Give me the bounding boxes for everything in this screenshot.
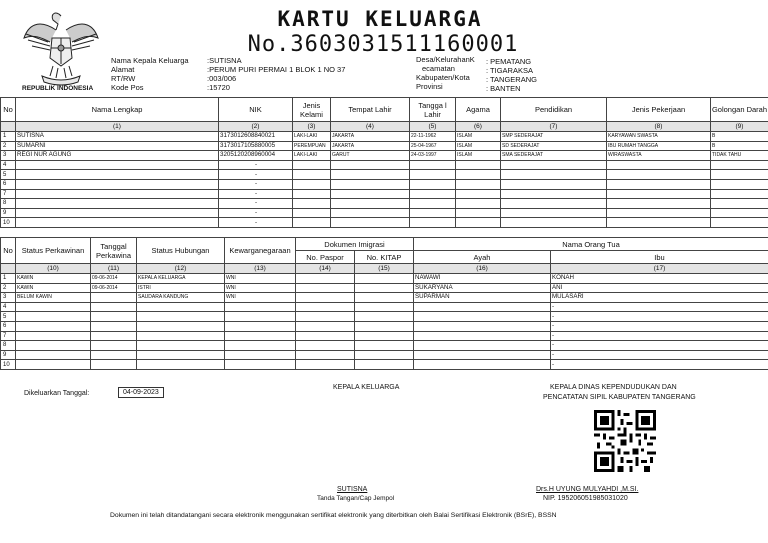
col-number-15: (15) (355, 264, 414, 274)
table2-number-row (1, 264, 768, 274)
col-header-dokumen-imigrasi: Dokumen Imigrasi (296, 238, 414, 251)
col-header-status-kawin: Status Perkawinan (16, 238, 91, 264)
garuda-emblem (20, 8, 102, 94)
passport-no (296, 331, 355, 341)
member-religion (456, 179, 501, 189)
col-header-pekerjaan: Jenis Pekerjaan (607, 98, 711, 122)
col-number-5: (5) (410, 122, 456, 132)
father-name: SUPARMAN (414, 293, 551, 303)
member-gender (293, 208, 331, 218)
kitap-no (355, 312, 414, 322)
head-info-values (207, 56, 345, 92)
member-bloodtype: B (711, 132, 768, 142)
region-label-desa: Desa/KelurahanK (416, 55, 475, 64)
member-occupation (607, 189, 711, 199)
table-row (1, 283, 768, 293)
table-row (1, 199, 768, 209)
col-number-11: (11) (91, 264, 137, 274)
family-relation (137, 341, 225, 351)
col-number-blank (1, 122, 16, 132)
member-nik: - (219, 199, 293, 209)
member-bloodtype (711, 208, 768, 218)
table-row (1, 331, 768, 341)
issued-label: Dikeluarkan Tanggal: (24, 390, 90, 397)
member-education: SMP SEDERAJAT (501, 132, 607, 142)
col-number-9: (9) (711, 122, 768, 132)
member-bloodtype (711, 199, 768, 209)
mother-name: - (551, 331, 768, 341)
col-header-ibu: Ibu (551, 251, 768, 264)
info-value-alamat: :PERUM PURI PERMAI 1 BLOK 1 NO 37 (207, 65, 346, 74)
member-nik: - (219, 208, 293, 218)
citizenship (225, 331, 296, 341)
mother-name: MULASARI (551, 293, 768, 303)
col-number-17: (17) (551, 264, 768, 274)
member-education (501, 160, 607, 170)
member-education (501, 189, 607, 199)
col-number-8: (8) (607, 122, 711, 132)
citizenship (225, 312, 296, 322)
passport-no (296, 293, 355, 303)
row-number: 5 (1, 170, 16, 180)
info-value-rtrw: :003/006 (207, 74, 237, 83)
member-nik: - (219, 160, 293, 170)
member-birthplace (331, 170, 410, 180)
member-nik: - (219, 179, 293, 189)
marriage-date: 09-06-2014 (91, 274, 137, 284)
member-occupation (607, 208, 711, 218)
emblem-caption: REPUBLIK INDONESIA (22, 85, 94, 92)
member-name (16, 189, 219, 199)
col-header-nama-orang-tua: Nama Orang Tua (414, 238, 768, 251)
kitap-no (355, 360, 414, 370)
family-head-caption: Tanda Tangan/Cap Jempol (317, 495, 395, 502)
member-birthdate (410, 179, 456, 189)
family-head-title: KEPALA KELUARGA (333, 384, 400, 391)
col-number-16: (16) (414, 264, 551, 274)
member-name: REGI NUR AGUNG (16, 151, 219, 161)
info-label-kodepos: Kode Pos (111, 83, 144, 92)
row-number: 7 (1, 189, 16, 199)
row-number: 2 (1, 141, 16, 151)
citizenship: WNI (225, 274, 296, 284)
marriage-date (91, 293, 137, 303)
member-gender: LAKI-LAKI (293, 132, 331, 142)
marital-status: KAWIN (16, 274, 91, 284)
region-label-kecamatan: ecamatan (422, 64, 455, 73)
member-religion: ISLAM (456, 141, 501, 151)
citizenship (225, 341, 296, 351)
member-name (16, 160, 219, 170)
member-gender (293, 218, 331, 228)
member-bloodtype (711, 170, 768, 180)
member-birthdate (410, 160, 456, 170)
member-education: SMA SEDERAJAT (501, 151, 607, 161)
marriage-date (91, 312, 137, 322)
member-name: SUMARNI (16, 141, 219, 151)
member-religion (456, 218, 501, 228)
marriage-date (91, 302, 137, 312)
col-number-12: (12) (137, 264, 225, 274)
member-gender (293, 160, 331, 170)
col-header-paspor: No. Paspor (296, 251, 355, 264)
row-number: 6 (1, 321, 16, 331)
row-number: 7 (1, 331, 16, 341)
passport-no (296, 302, 355, 312)
member-bloodtype (711, 189, 768, 199)
member-birthdate: 25-04-1967 (410, 141, 456, 151)
marital-status (16, 350, 91, 360)
family-status-table (0, 237, 768, 370)
mother-name: - (551, 360, 768, 370)
member-birthdate (410, 208, 456, 218)
col-number-blank (1, 264, 16, 274)
father-name (414, 350, 551, 360)
member-bloodtype (711, 160, 768, 170)
member-education: SD SEDERAJAT (501, 141, 607, 151)
member-education (501, 179, 607, 189)
member-occupation (607, 179, 711, 189)
col-number-7: (7) (501, 122, 607, 132)
member-birthdate (410, 199, 456, 209)
marital-status (16, 321, 91, 331)
passport-no (296, 312, 355, 322)
mother-name: - (551, 341, 768, 351)
family-relation (137, 360, 225, 370)
member-name (16, 170, 219, 180)
member-name (16, 218, 219, 228)
qr-code-icon (594, 410, 656, 472)
family-relation: SAUDARA KANDUNG (137, 293, 225, 303)
row-number: 6 (1, 179, 16, 189)
member-birthplace: JAKARTA (331, 132, 410, 142)
member-birthplace (331, 160, 410, 170)
mother-name: - (551, 312, 768, 322)
table-row (1, 132, 768, 142)
father-name (414, 312, 551, 322)
col-header-tgl-kawin: Tanggal Perkawina (91, 238, 137, 264)
family-relation: ISTRI (137, 283, 225, 293)
row-number: 9 (1, 350, 16, 360)
member-occupation: KARYAWAN SWASTA (607, 132, 711, 142)
region-label-provinsi: Provinsi (416, 82, 443, 91)
citizenship: WNI (225, 293, 296, 303)
col-header-tgl: Tangga l Lahir (410, 98, 456, 122)
row-number: 10 (1, 360, 16, 370)
member-religion: ISLAM (456, 151, 501, 161)
member-bloodtype: B (711, 141, 768, 151)
mother-name: - (551, 321, 768, 331)
col-header-nama: Nama Lengkap (16, 98, 219, 122)
member-birthdate: 24-03-1997 (410, 151, 456, 161)
member-nik: - (219, 189, 293, 199)
member-name (16, 208, 219, 218)
table-row (1, 151, 768, 161)
info-value-kodepos: :15720 (207, 83, 230, 92)
father-name (414, 360, 551, 370)
citizenship (225, 350, 296, 360)
member-religion (456, 170, 501, 180)
col-number-14: (14) (296, 264, 355, 274)
member-birthdate: 22-11-1962 (410, 132, 456, 142)
kitap-no (355, 331, 414, 341)
table-row (1, 293, 768, 303)
mother-name: - (551, 302, 768, 312)
col-number-3: (3) (293, 122, 331, 132)
table-row (1, 274, 768, 284)
marriage-date (91, 360, 137, 370)
table-row (1, 170, 768, 180)
table-row (1, 302, 768, 312)
family-members-table (0, 97, 768, 228)
member-occupation: IBU RUMAH TANGGA (607, 141, 711, 151)
info-label-alamat: Alamat (111, 65, 135, 74)
col-header-nik: NIK (219, 98, 293, 122)
row-number: 2 (1, 283, 16, 293)
table-row (1, 350, 768, 360)
member-religion (456, 199, 501, 209)
row-number: 3 (1, 151, 16, 161)
family-relation (137, 350, 225, 360)
marital-status: KAWIN (16, 283, 91, 293)
family-relation (137, 331, 225, 341)
member-gender (293, 179, 331, 189)
col-header-jk: Jenis Kelami (293, 98, 331, 122)
family-relation (137, 302, 225, 312)
member-birthdate (410, 218, 456, 228)
member-education (501, 208, 607, 218)
family-relation (137, 321, 225, 331)
col-header-pendidikan: Pendidikan (501, 98, 607, 122)
member-education (501, 218, 607, 228)
table-row (1, 360, 768, 370)
region-value-kabupaten: : TIGARAKSA (486, 66, 533, 75)
table-row (1, 312, 768, 322)
table-row (1, 141, 768, 151)
col-header-no: No (1, 98, 16, 122)
head-info-labels (111, 56, 189, 92)
col-header-kitap: No. KITAP (355, 251, 414, 264)
kitap-no (355, 293, 414, 303)
family-relation: KEPALA KELUARGA (137, 274, 225, 284)
col-header-tempat: Tempat Lahir (331, 98, 410, 122)
row-number: 5 (1, 312, 16, 322)
table1-number-row (1, 122, 768, 132)
member-occupation: WIRASWASTA (607, 151, 711, 161)
table-row (1, 341, 768, 351)
citizenship (225, 360, 296, 370)
father-name: NAWAWI (414, 274, 551, 284)
member-gender (293, 170, 331, 180)
table-row (1, 321, 768, 331)
kitap-no (355, 321, 414, 331)
row-number: 8 (1, 341, 16, 351)
col-header-agama: Agama (456, 98, 501, 122)
col-header-no: No (1, 238, 16, 264)
member-name (16, 179, 219, 189)
official-nip: NIP. 195206051985031020 (543, 495, 628, 502)
garuda-emblem-icon (20, 8, 102, 88)
table-row (1, 218, 768, 228)
father-name (414, 321, 551, 331)
marriage-date (91, 350, 137, 360)
member-nik: - (219, 170, 293, 180)
row-number: 4 (1, 160, 16, 170)
member-birthplace (331, 218, 410, 228)
region-info-values (486, 57, 537, 93)
family-head-name: SUTISNA (337, 486, 368, 493)
region-value-desa: : PEMATANG (486, 57, 532, 66)
table2-header-row-1 (1, 238, 768, 251)
citizenship (225, 321, 296, 331)
table-row (1, 179, 768, 189)
passport-no (296, 283, 355, 293)
table-row (1, 189, 768, 199)
row-number: 8 (1, 199, 16, 209)
passport-no (296, 360, 355, 370)
official-title-line2: PENCATATAN SIPIL KABUPATEN TANGERANG (543, 394, 696, 401)
region-value-extra: : BANTEN (486, 84, 521, 93)
official-title-line1: KEPALA DINAS KEPENDUDUKAN DAN (550, 384, 677, 391)
region-info-labels (416, 55, 475, 91)
member-gender (293, 189, 331, 199)
col-number-1: (1) (16, 122, 219, 132)
marital-status: BELUM KAWIN (16, 293, 91, 303)
member-nik: - (219, 218, 293, 228)
row-number: 4 (1, 302, 16, 312)
member-birthplace (331, 189, 410, 199)
marriage-date (91, 321, 137, 331)
electronic-signature-disclaimer: Dokumen ini telah ditandatangani secara elektronik menggunakan sertifikat elektronik yang diterbitkan oleh Balai Sertifikasi Elektronik (BSrE), BSSN (110, 512, 557, 519)
info-value-nama: :SUTISNA (207, 56, 242, 65)
member-birthplace: GARUT (331, 151, 410, 161)
mother-name: - (551, 350, 768, 360)
info-label-rtrw: RT/RW (111, 74, 136, 83)
mother-name: KONAH (551, 274, 768, 284)
member-nik: 3173017105880005 (219, 141, 293, 151)
col-number-2: (2) (219, 122, 293, 132)
member-religion (456, 208, 501, 218)
region-value-provinsi: : TANGERANG (486, 75, 537, 84)
member-birthplace (331, 199, 410, 209)
region-label-kabupaten: Kabupaten/Kota (416, 73, 470, 82)
member-nik: 3205120208960004 (219, 151, 293, 161)
member-name (16, 199, 219, 209)
col-number-4: (4) (331, 122, 410, 132)
col-number-10: (10) (16, 264, 91, 274)
document-title: KARTU KELUARGA (277, 7, 483, 31)
member-occupation (607, 218, 711, 228)
member-religion (456, 189, 501, 199)
member-gender: LAKI-LAKI (293, 151, 331, 161)
col-header-hubungan: Status Hubungan (137, 238, 225, 264)
father-name: SUKARYANA (414, 283, 551, 293)
passport-no (296, 321, 355, 331)
col-header-kewarganegaraan: Kewarganegaraan (225, 238, 296, 264)
member-birthdate (410, 170, 456, 180)
father-name (414, 341, 551, 351)
member-education (501, 170, 607, 180)
kitap-no (355, 274, 414, 284)
marital-status (16, 331, 91, 341)
marital-status (16, 360, 91, 370)
table-row (1, 208, 768, 218)
table1-header-row (1, 98, 768, 122)
marriage-date (91, 341, 137, 351)
member-birthplace: JAKARTA (331, 141, 410, 151)
member-birthdate (410, 189, 456, 199)
member-bloodtype: TIDAK TAHU (711, 151, 768, 161)
kitap-no (355, 341, 414, 351)
marital-status (16, 341, 91, 351)
official-name: Drs.H UYUNG MULYAHDI ,M.SI. (536, 486, 639, 493)
member-gender: PEREMPUAN (293, 141, 331, 151)
row-number: 1 (1, 132, 16, 142)
qr-code (594, 410, 656, 472)
member-religion (456, 160, 501, 170)
member-occupation (607, 170, 711, 180)
member-bloodtype (711, 179, 768, 189)
passport-no (296, 341, 355, 351)
father-name (414, 331, 551, 341)
marital-status (16, 302, 91, 312)
member-occupation (607, 160, 711, 170)
issued-date: 04-09-2023 (118, 387, 164, 398)
kitap-no (355, 350, 414, 360)
row-number: 9 (1, 208, 16, 218)
row-number: 3 (1, 293, 16, 303)
row-number: 10 (1, 218, 16, 228)
citizenship: WNI (225, 283, 296, 293)
col-header-darah: Golongan Darah (711, 98, 768, 122)
member-birthplace (331, 179, 410, 189)
member-bloodtype (711, 218, 768, 228)
kk-number: No.3603031511160001 (247, 32, 519, 57)
member-occupation (607, 199, 711, 209)
member-nik: 3173012608840021 (219, 132, 293, 142)
row-number: 1 (1, 274, 16, 284)
family-relation (137, 312, 225, 322)
member-name: SUTISNA (16, 132, 219, 142)
member-religion: ISLAM (456, 132, 501, 142)
marital-status (16, 312, 91, 322)
member-education (501, 199, 607, 209)
citizenship (225, 302, 296, 312)
kitap-no (355, 302, 414, 312)
table-row (1, 160, 768, 170)
kitap-no (355, 283, 414, 293)
member-gender (293, 199, 331, 209)
col-number-13: (13) (225, 264, 296, 274)
mother-name: ANI (551, 283, 768, 293)
member-birthplace (331, 208, 410, 218)
marriage-date (91, 331, 137, 341)
col-number-6: (6) (456, 122, 501, 132)
passport-no (296, 274, 355, 284)
col-header-ayah: Ayah (414, 251, 551, 264)
info-label-nama: Nama Kepala Keluarga (111, 56, 189, 65)
father-name (414, 302, 551, 312)
passport-no (296, 350, 355, 360)
marriage-date: 09-06-2014 (91, 283, 137, 293)
